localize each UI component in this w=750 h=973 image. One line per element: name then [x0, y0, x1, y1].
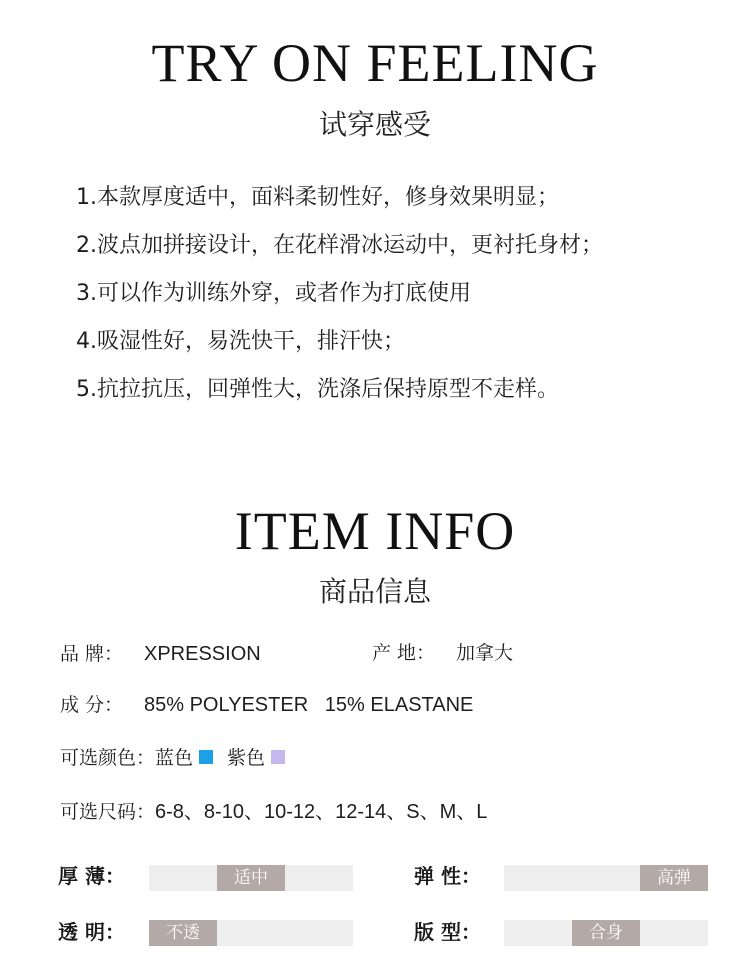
- elasticity-label: 弹 性：: [414, 864, 481, 888]
- color-swatch-blue: [199, 750, 213, 764]
- feature-item: 2.波点加拼接设计，在花样滑冰运动中，更衬托身材；: [76, 233, 603, 258]
- brand-row: [60, 644, 261, 664]
- feature-item: 1.本款厚度适中，面料柔韧性好，修身效果明显；: [76, 185, 559, 210]
- transparency-value: 不透: [149, 920, 217, 946]
- elasticity-meter: [504, 865, 708, 891]
- feature-list: [76, 174, 603, 414]
- origin-value: 加拿大: [456, 642, 514, 664]
- feature-item: 5.抗拉抗压，回弹性大，洗涤后保持原型不走样。: [76, 377, 559, 402]
- sizes-row: [60, 802, 487, 822]
- color-swatch-purple: [271, 750, 285, 764]
- thickness-meter: [149, 865, 353, 891]
- fit-meter: [504, 920, 708, 946]
- color-option-purple: 紫色: [227, 747, 266, 769]
- feature-item: 3.可以作为训练外穿，或者作为打底使用: [76, 281, 471, 306]
- sizes-value: 6-8、8-10、10-12、12-14、S、M、L: [155, 801, 488, 823]
- fit-label: 版 型：: [414, 920, 481, 944]
- sizes-label: 可选尺码：: [60, 801, 156, 823]
- try-on-title: TRY ON FEELING: [151, 33, 599, 93]
- origin-label: 产 地：: [372, 642, 436, 664]
- colors-label: 可选颜色：: [60, 747, 156, 769]
- try-on-subtitle: 试穿感受: [318, 108, 431, 141]
- material-value: 85% POLYESTER 15% ELASTANE: [144, 694, 474, 716]
- transparency-label: 透 明：: [58, 920, 125, 944]
- brand-label: 品 牌：: [60, 643, 124, 665]
- material-row: [60, 695, 473, 715]
- material-label: 成 分：: [60, 694, 124, 716]
- transparency-meter: [149, 920, 353, 946]
- elasticity-value: 高弹: [640, 865, 708, 891]
- item-info-subtitle: 商品信息: [318, 575, 431, 608]
- feature-item: 4.吸湿性好，易洗快干，排汗快；: [76, 329, 405, 354]
- brand-value: XPRESSION: [144, 643, 261, 665]
- colors-row: [60, 749, 299, 768]
- thickness-value: 适中: [217, 865, 285, 891]
- origin-row: [372, 644, 513, 663]
- color-option-blue: 蓝色: [155, 747, 194, 769]
- item-info-title: ITEM INFO: [234, 501, 516, 561]
- thickness-label: 厚 薄：: [58, 864, 125, 888]
- fit-value: 合身: [572, 920, 640, 946]
